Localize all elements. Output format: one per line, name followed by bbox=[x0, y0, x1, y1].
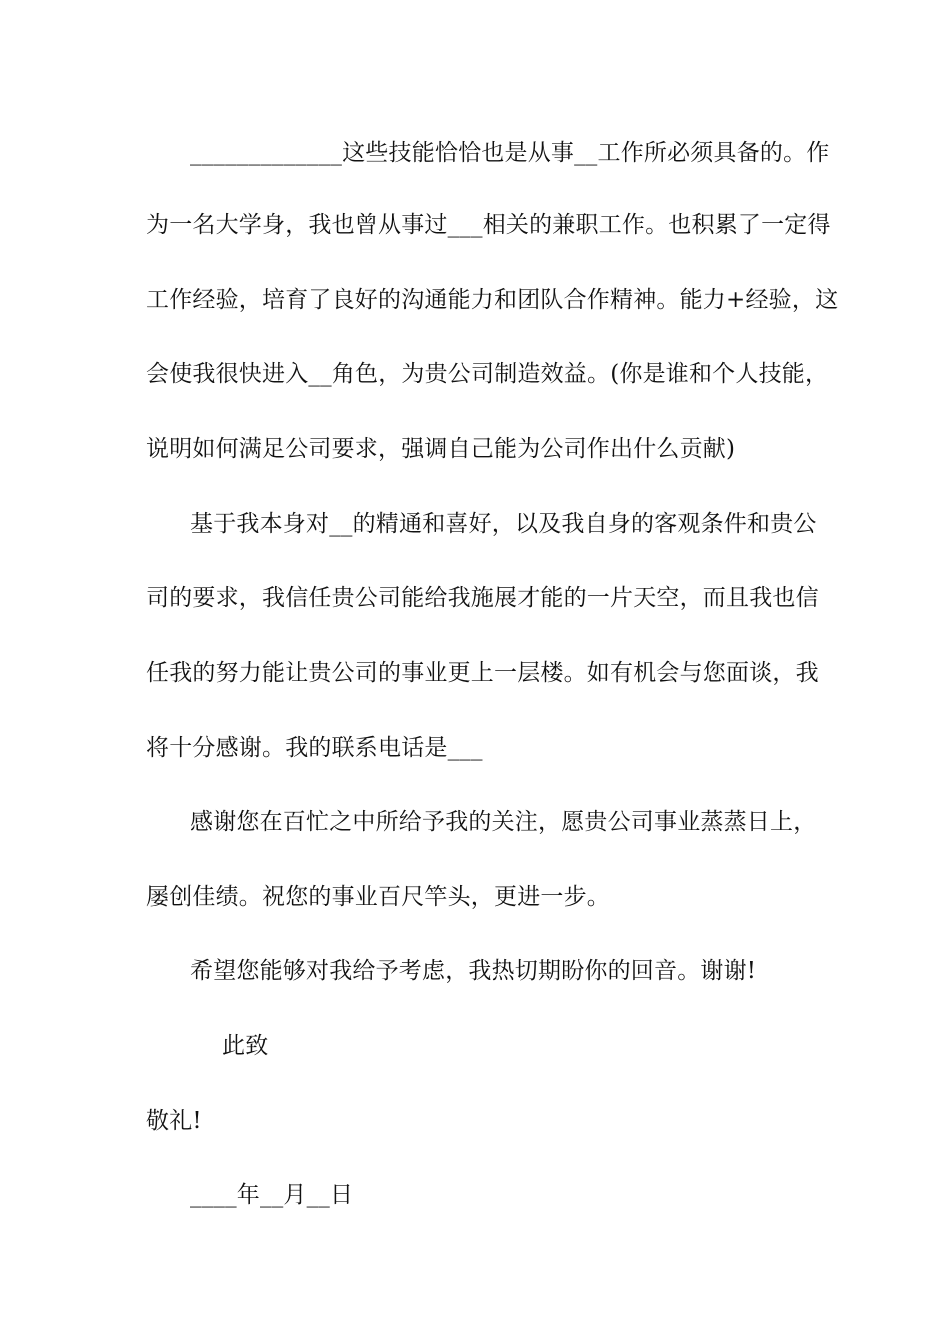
paragraph-line-1: _____________这些技能恰恰也是从事__工作所必须具备的。作 bbox=[190, 140, 830, 166]
paragraph-line-10: 感谢您在百忙之中所给予我的关注，愿贵公司事业蒸蒸日上， bbox=[190, 809, 817, 835]
paragraph-line-6: 基于我本身对__的精通和喜好，以及我自身的客观条件和贵公 bbox=[190, 511, 817, 537]
paragraph-line-4: 会使我很快进入__角色，为贵公司制造效益。(你是谁和个人技能， bbox=[146, 361, 829, 387]
paragraph-line-5: 说明如何满足公司要求，强调自己能为公司作出什么贡献) bbox=[146, 436, 736, 462]
closing-regards: 敬礼! bbox=[146, 1108, 202, 1134]
paragraph-line-7: 司的要求，我信任贵公司能给我施展才能的一片天空，而且我也信 bbox=[146, 585, 819, 611]
paragraph-line-8: 任我的努力能让贵公司的事业更上一层楼。如有机会与您面谈，我 bbox=[146, 660, 819, 686]
paragraph-line-12: 希望您能够对我给予考虑，我热切期盼你的回音。谢谢! bbox=[190, 958, 757, 984]
paragraph-line-3: 工作经验，培育了良好的沟通能力和团队合作精神。能力+经验，这 bbox=[146, 287, 839, 313]
paragraph-line-11: 屡创佳绩。祝您的事业百尺竿头，更进一步。 bbox=[146, 884, 610, 910]
paragraph-line-9: 将十分感谢。我的联系电话是___ bbox=[146, 735, 483, 761]
paragraph-line-2: 为一名大学身，我也曾从事过___相关的兼职工作。也积累了一定得 bbox=[146, 212, 831, 238]
closing-salutation: 此致 bbox=[222, 1033, 269, 1059]
date-line: ____年__月__日 bbox=[190, 1182, 354, 1208]
